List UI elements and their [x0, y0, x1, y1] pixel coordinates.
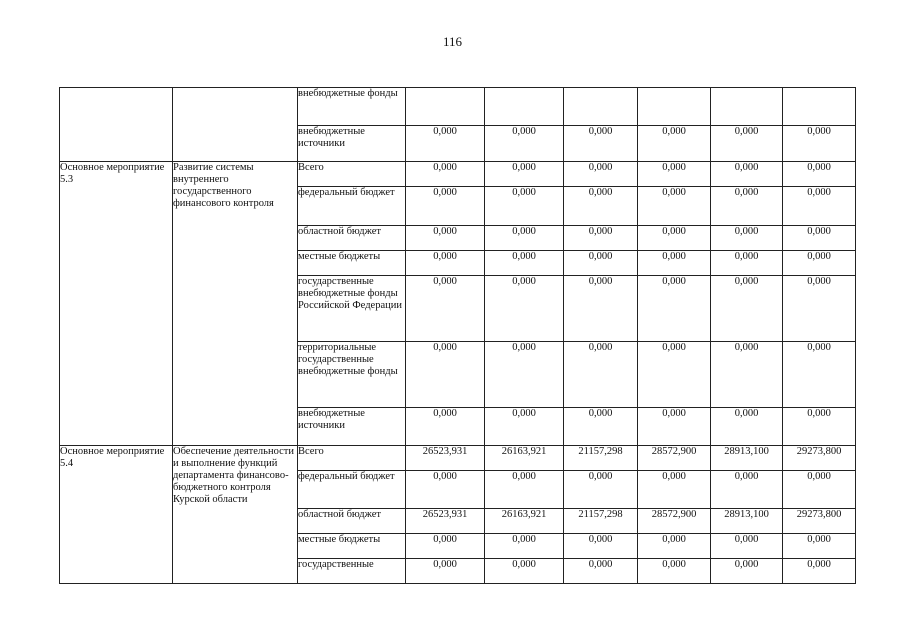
amount-cell: 0,000 [564, 126, 638, 162]
amount-cell: 0,000 [485, 408, 564, 446]
amount-cell: 29273,800 [783, 509, 856, 534]
funding-source-cell: внебюджетные фонды [298, 88, 406, 126]
amount-cell: 0,000 [406, 559, 485, 584]
amount-cell: 0,000 [564, 187, 638, 226]
funding-source-cell: федеральный бюджет [298, 471, 406, 509]
amount-cell: 0,000 [638, 408, 711, 446]
amount-cell: 0,000 [485, 251, 564, 276]
funding-source-cell: местные бюджеты [298, 251, 406, 276]
measure-title-cell: Развитие системы внутреннего государственного финансового контроля [173, 162, 298, 446]
amount-cell: 0,000 [711, 559, 783, 584]
amount-cell: 0,000 [406, 251, 485, 276]
amount-cell [485, 88, 564, 126]
amount-cell: 0,000 [638, 276, 711, 342]
amount-cell: 0,000 [711, 126, 783, 162]
amount-cell: 0,000 [638, 471, 711, 509]
amount-cell: 0,000 [783, 276, 856, 342]
amount-cell: 0,000 [638, 126, 711, 162]
amount-cell: 0,000 [485, 534, 564, 559]
measure-title-cell [173, 88, 298, 162]
amount-cell: 0,000 [783, 226, 856, 251]
amount-cell: 0,000 [638, 187, 711, 226]
amount-cell: 0,000 [564, 534, 638, 559]
amount-cell: 0,000 [711, 162, 783, 187]
funding-source-cell: Всего [298, 162, 406, 187]
amount-cell: 0,000 [406, 226, 485, 251]
amount-cell: 0,000 [485, 226, 564, 251]
budget-table [59, 87, 856, 584]
amount-cell: 0,000 [711, 251, 783, 276]
amount-cell: 0,000 [564, 471, 638, 509]
amount-cell: 28913,100 [711, 446, 783, 471]
amount-cell: 0,000 [638, 534, 711, 559]
amount-cell: 28913,100 [711, 509, 783, 534]
amount-cell [638, 88, 711, 126]
amount-cell: 0,000 [783, 534, 856, 559]
measure-name-cell [60, 88, 173, 162]
amount-cell: 0,000 [711, 408, 783, 446]
amount-cell: 21157,298 [564, 509, 638, 534]
amount-cell: 0,000 [638, 226, 711, 251]
amount-cell: 0,000 [783, 408, 856, 446]
amount-cell: 0,000 [485, 187, 564, 226]
funding-source-cell: Всего [298, 446, 406, 471]
amount-cell: 0,000 [485, 471, 564, 509]
amount-cell: 0,000 [783, 162, 856, 187]
amount-cell: 26163,921 [485, 446, 564, 471]
amount-cell: 0,000 [783, 559, 856, 584]
amount-cell [711, 88, 783, 126]
amount-cell: 28572,900 [638, 446, 711, 471]
amount-cell: 26523,931 [406, 509, 485, 534]
amount-cell: 0,000 [485, 559, 564, 584]
amount-cell: 0,000 [783, 342, 856, 408]
amount-cell: 0,000 [783, 471, 856, 509]
amount-cell: 0,000 [485, 342, 564, 408]
funding-source-cell: государственные [298, 559, 406, 584]
amount-cell: 0,000 [564, 342, 638, 408]
amount-cell: 0,000 [783, 187, 856, 226]
amount-cell: 0,000 [564, 559, 638, 584]
amount-cell: 0,000 [711, 226, 783, 251]
funding-source-cell: федеральный бюджет [298, 187, 406, 226]
amount-cell: 0,000 [711, 534, 783, 559]
amount-cell: 0,000 [485, 276, 564, 342]
amount-cell: 0,000 [564, 408, 638, 446]
funding-source-cell: областной бюджет [298, 226, 406, 251]
amount-cell: 29273,800 [783, 446, 856, 471]
amount-cell [783, 88, 856, 126]
amount-cell: 0,000 [711, 471, 783, 509]
measure-name-cell: Основное мероприятие 5.3 [60, 162, 173, 446]
amount-cell: 0,000 [638, 162, 711, 187]
funding-source-cell: территориальные государственные внебюджетные фонды [298, 342, 406, 408]
amount-cell: 0,000 [564, 276, 638, 342]
amount-cell: 0,000 [406, 276, 485, 342]
amount-cell: 0,000 [638, 559, 711, 584]
table-body [60, 88, 856, 584]
amount-cell: 0,000 [406, 342, 485, 408]
amount-cell: 0,000 [711, 342, 783, 408]
amount-cell: 0,000 [406, 187, 485, 226]
amount-cell: 26523,931 [406, 446, 485, 471]
amount-cell [406, 88, 485, 126]
amount-cell: 0,000 [564, 226, 638, 251]
funding-source-cell: местные бюджеты [298, 534, 406, 559]
amount-cell: 0,000 [711, 276, 783, 342]
funding-source-cell: внебюджетные источники [298, 126, 406, 162]
amount-cell: 0,000 [485, 126, 564, 162]
amount-cell: 0,000 [406, 408, 485, 446]
amount-cell: 0,000 [638, 251, 711, 276]
amount-cell: 0,000 [564, 162, 638, 187]
amount-cell: 0,000 [711, 187, 783, 226]
amount-cell: 0,000 [406, 162, 485, 187]
amount-cell: 0,000 [406, 471, 485, 509]
funding-source-cell: внебюджетные источники [298, 408, 406, 446]
amount-cell: 0,000 [564, 251, 638, 276]
measure-title-cell: Обеспечение деятельности и выполнение функций департамента финансово-бюджетного контроля Курской области [173, 446, 298, 584]
amount-cell: 0,000 [783, 126, 856, 162]
amount-cell: 26163,921 [485, 509, 564, 534]
amount-cell: 0,000 [783, 251, 856, 276]
amount-cell: 0,000 [638, 342, 711, 408]
table-row [60, 162, 856, 187]
amount-cell [564, 88, 638, 126]
page-number: 116 [442, 34, 463, 49]
measure-name-cell: Основное мероприятие 5.4 [60, 446, 173, 584]
amount-cell: 0,000 [406, 534, 485, 559]
table-row [60, 446, 856, 471]
funding-source-cell: государственные внебюджетные фонды Российской Федерации [298, 276, 406, 342]
amount-cell: 21157,298 [564, 446, 638, 471]
amount-cell: 0,000 [485, 162, 564, 187]
funding-source-cell: областной бюджет [298, 509, 406, 534]
amount-cell: 0,000 [406, 126, 485, 162]
amount-cell: 28572,900 [638, 509, 711, 534]
table-row [60, 88, 856, 126]
